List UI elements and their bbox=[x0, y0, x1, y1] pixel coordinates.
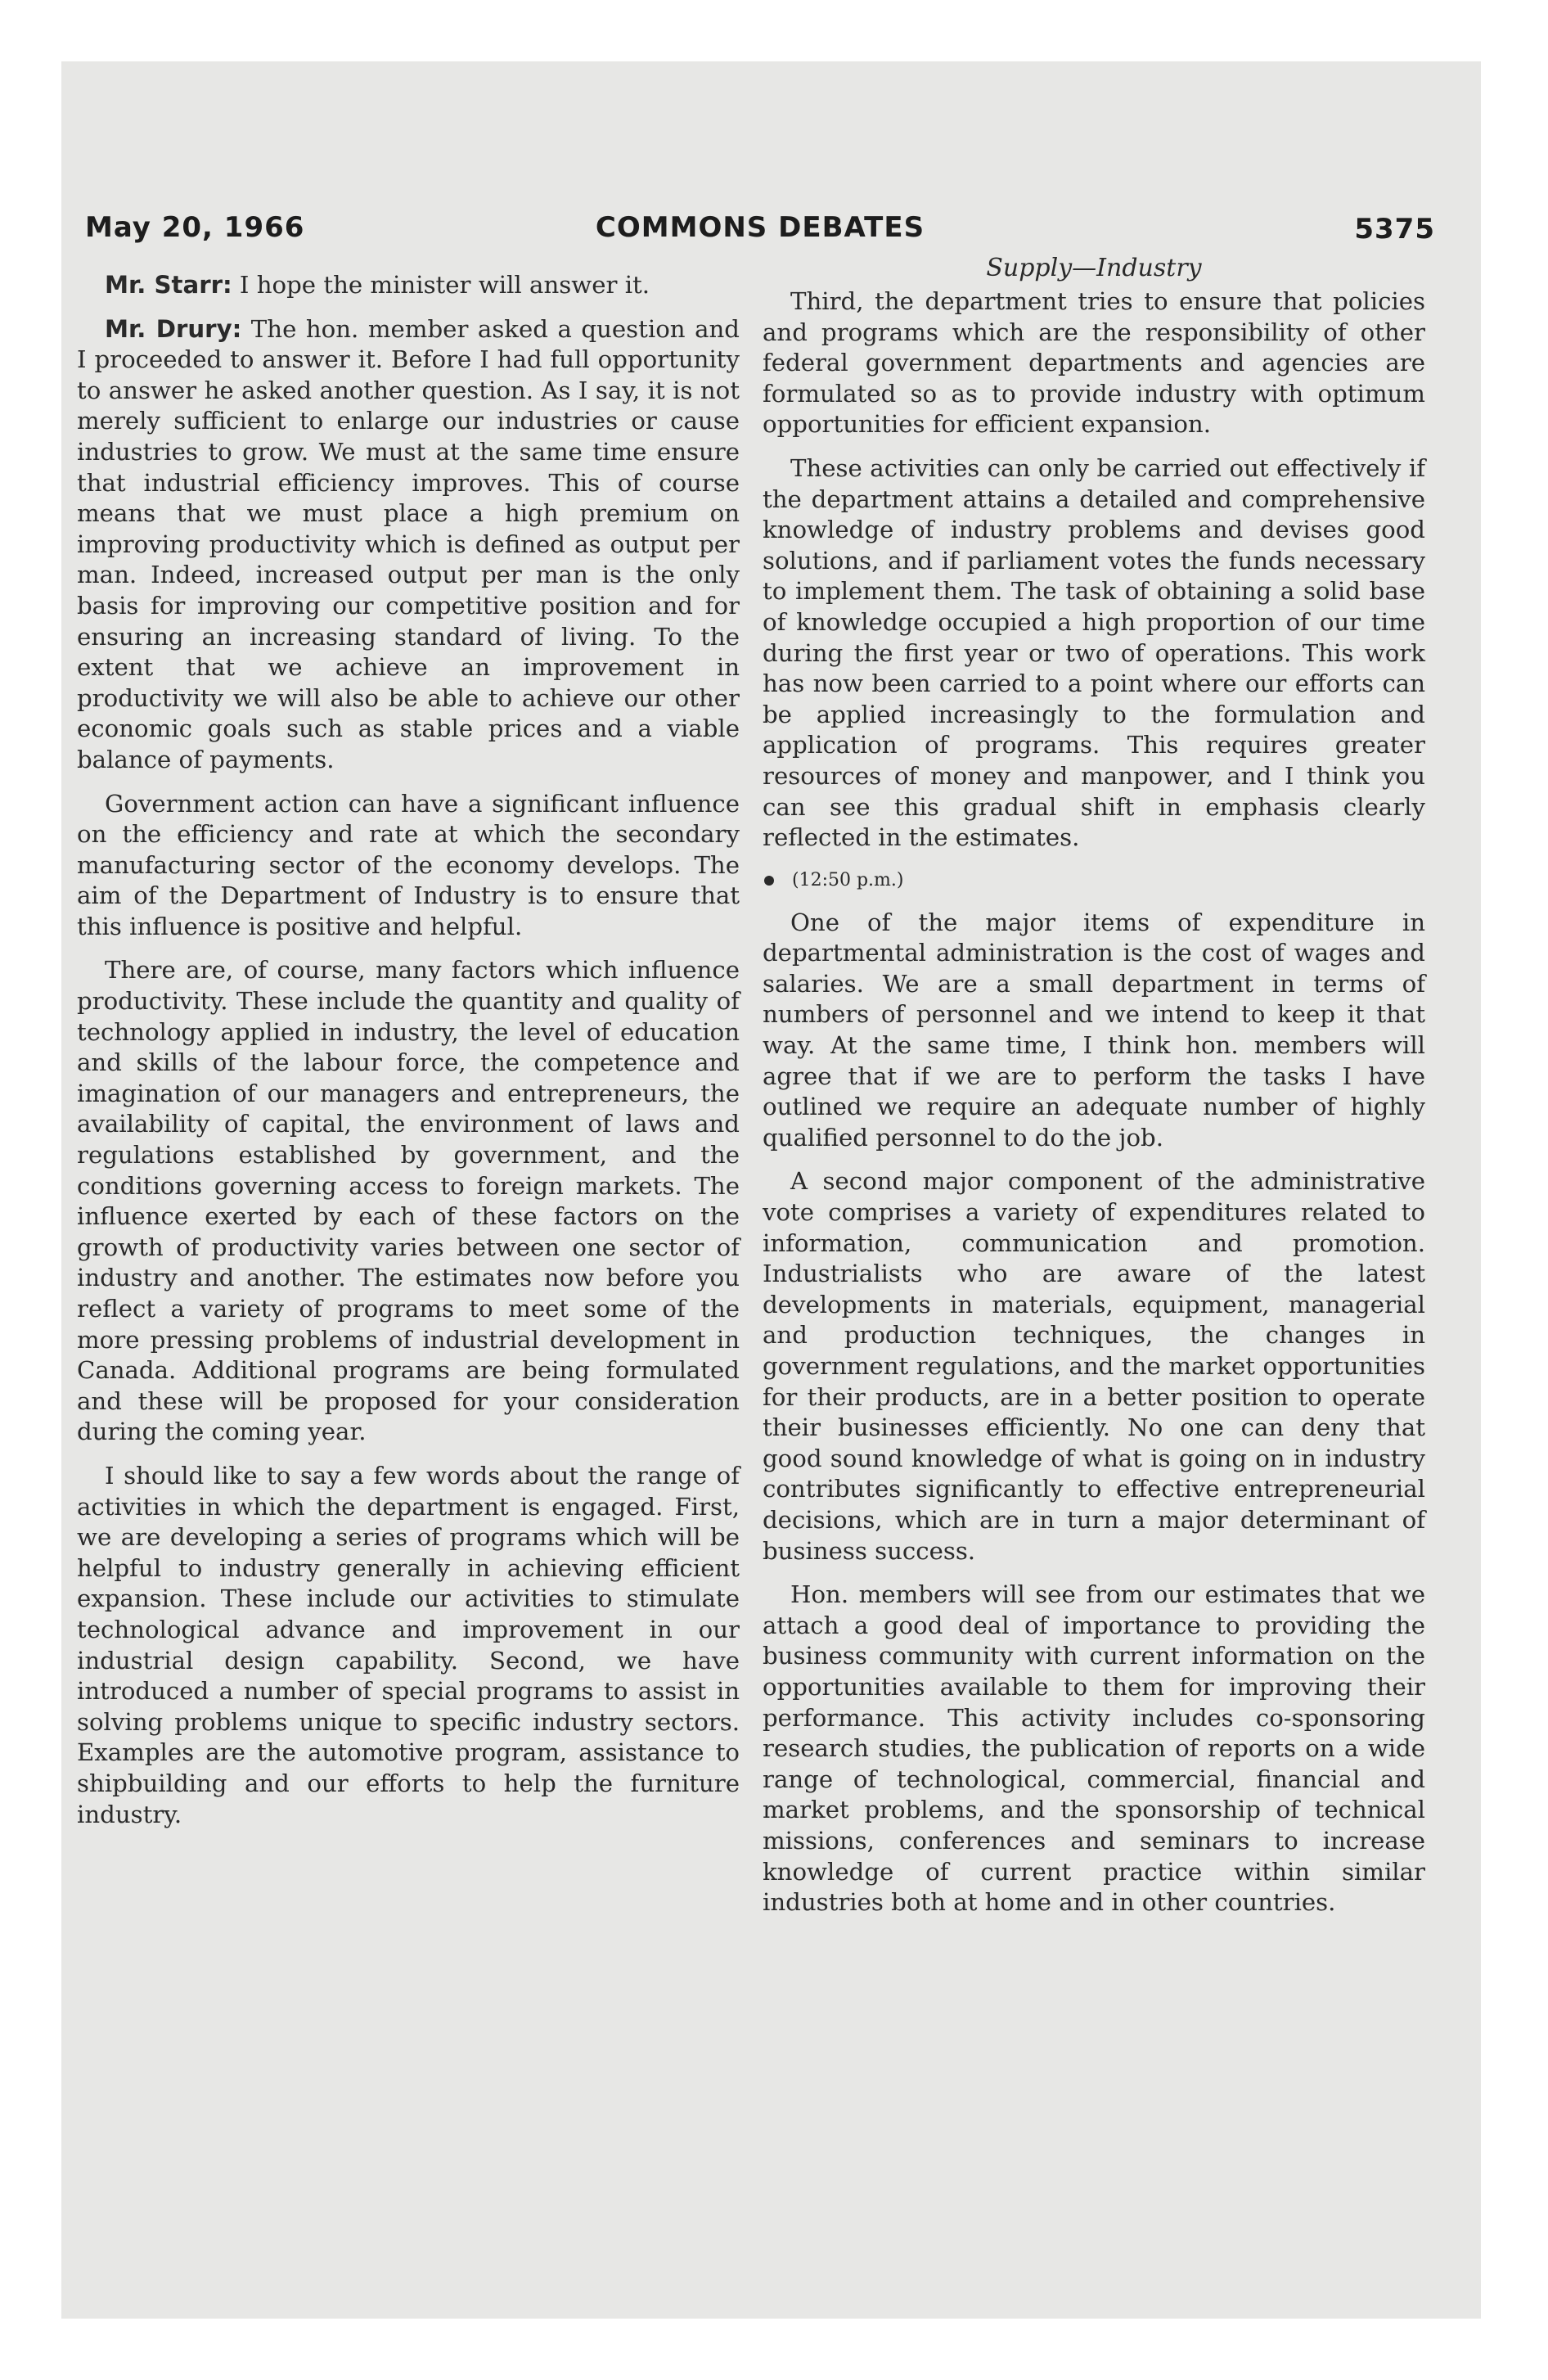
paragraph bbox=[77, 314, 740, 776]
section-subhead: Supply—Industry bbox=[986, 254, 1202, 282]
paragraph-text: I hope the minister will answer it. bbox=[232, 271, 650, 299]
paragraph: Hon. members will see from our estimates that we attach a good deal of importance to providing the business community with current information on the opportunities available to them for improving their performance. This activity includes co-sponsoring research studies, the publication of reports on a wide range of technological, commercial, financial and market problems, and the sponsorship of technical missions, conferences and seminars to increase knowledge of current practice within similar industries both at home and in other countries. bbox=[763, 1580, 1425, 1917]
speaker-name: Mr. Starr: bbox=[105, 271, 232, 299]
paragraph bbox=[77, 270, 740, 301]
time-marker bbox=[763, 867, 1425, 895]
paragraph: A second major component of the administrative vote comprises a variety of expenditures related to information, communication and promotion. Industrialists who are aware of the latest developments in materials, equipment, managerial and production techniques, the changes in government regulations, and the market opportunities for their products, are in a better position to operate their businesses efficiently. No one can deny that good sound knowledge of what is going on in industry contributes significantly to effective entrepreneurial decisions, which are in turn a major determinant of business success. bbox=[763, 1167, 1425, 1565]
paragraph: Third, the department tries to ensure that policies and programs which are the responsibility of other federal government departments and agencies are formulated so as to provide industry with optimum opportunities for efficient expansion. bbox=[763, 287, 1425, 439]
header-title: COMMONS DEBATES bbox=[595, 211, 925, 244]
paragraph: One of the major items of expenditure in departmental administration is the cost of wages and salaries. We are a small department in terms of numbers of personnel and we intend to keep it that way. At the same time, I think hon. members will agree that if we are to perform the tasks I have outlined we require an adequate number of highly qualified personnel to do the job. bbox=[763, 908, 1425, 1152]
paragraph: These activities can only be carried out effectively if the department attains a detailed and comprehensive knowledge of industry problems and devises good solutions, and if parliament votes the funds necessary to implement them. The task of obtaining a solid base of knowledge occupied a high proportion of our time during the first year or two of operations. This work has now been carried to a point where our efforts can be applied increasingly to the formulation and application of programs. This requires greater resources of money and manpower, and I think you can see this gradual shift in emphasis clearly reflected in the estimates. bbox=[763, 453, 1425, 852]
paragraph: Government action can have a significant influence on the efficiency and rate at which the secondary manufacturing sector of the economy develops. The aim of the Department of Industry is to ensure that this influence is positive and helpful. bbox=[77, 789, 740, 940]
bullet-icon bbox=[764, 876, 774, 886]
speaker-name: Mr. Drury: bbox=[105, 314, 242, 343]
header-page-number: 5375 bbox=[1354, 213, 1435, 246]
page-header bbox=[85, 211, 1435, 252]
paragraph: I should like to say a few words about the range of activities in which the department is engaged. First, we are developing a series of programs which will be helpful to industry generally in achieving efficient expansion. These include our activities to stimulate technological advance and improvement in our industrial design capability. Second, we have introduced a number of special programs to assist in solving problems unique to specific industry sectors. Examples are the automotive program, assistance to shipbuilding and our efforts to help the furniture industry. bbox=[77, 1461, 740, 1828]
paragraph: There are, of course, many factors which influence productivity. These include the quantity and quality of technology applied in industry, the level of education and skills of the labour force, the competence and imagination of our managers and entrepreneurs, the availability of capital, the environment of laws and regulations established by government, and the conditions governing access to foreign markets. The influence exerted by each of these factors on the growth of productivity varies between one sector of industry and another. The estimates now before you reflect a variety of programs to meet some of the more pressing problems of industrial development in Canada. Additional programs are being formulated and these will be proposed for your consideration during the coming year. bbox=[77, 956, 740, 1446]
right-column bbox=[763, 254, 1425, 1931]
left-column bbox=[77, 270, 740, 1843]
paragraph-text: The hon. member asked a question and I proceeded to answer it. Before I had full opportunity to answer he asked another question. As I say, it is not merely sufficient to enlarge our industries or cause industries to grow. We must at the same time ensure that industrial efficiency improves. This of course means that we must place a high premium on improving productivity which is defined as output per man. Indeed, increased output per man is the only basis for improving our competitive position and for ensuring an increasing standard of living. To the extent that we achieve an improvement in productivity we will also be able to achieve our other economic goals such as stable prices and a viable balance of payments. bbox=[77, 314, 740, 773]
time-marker-text: (12:50 p.m.) bbox=[792, 869, 904, 890]
header-date: May 20, 1966 bbox=[85, 211, 305, 244]
